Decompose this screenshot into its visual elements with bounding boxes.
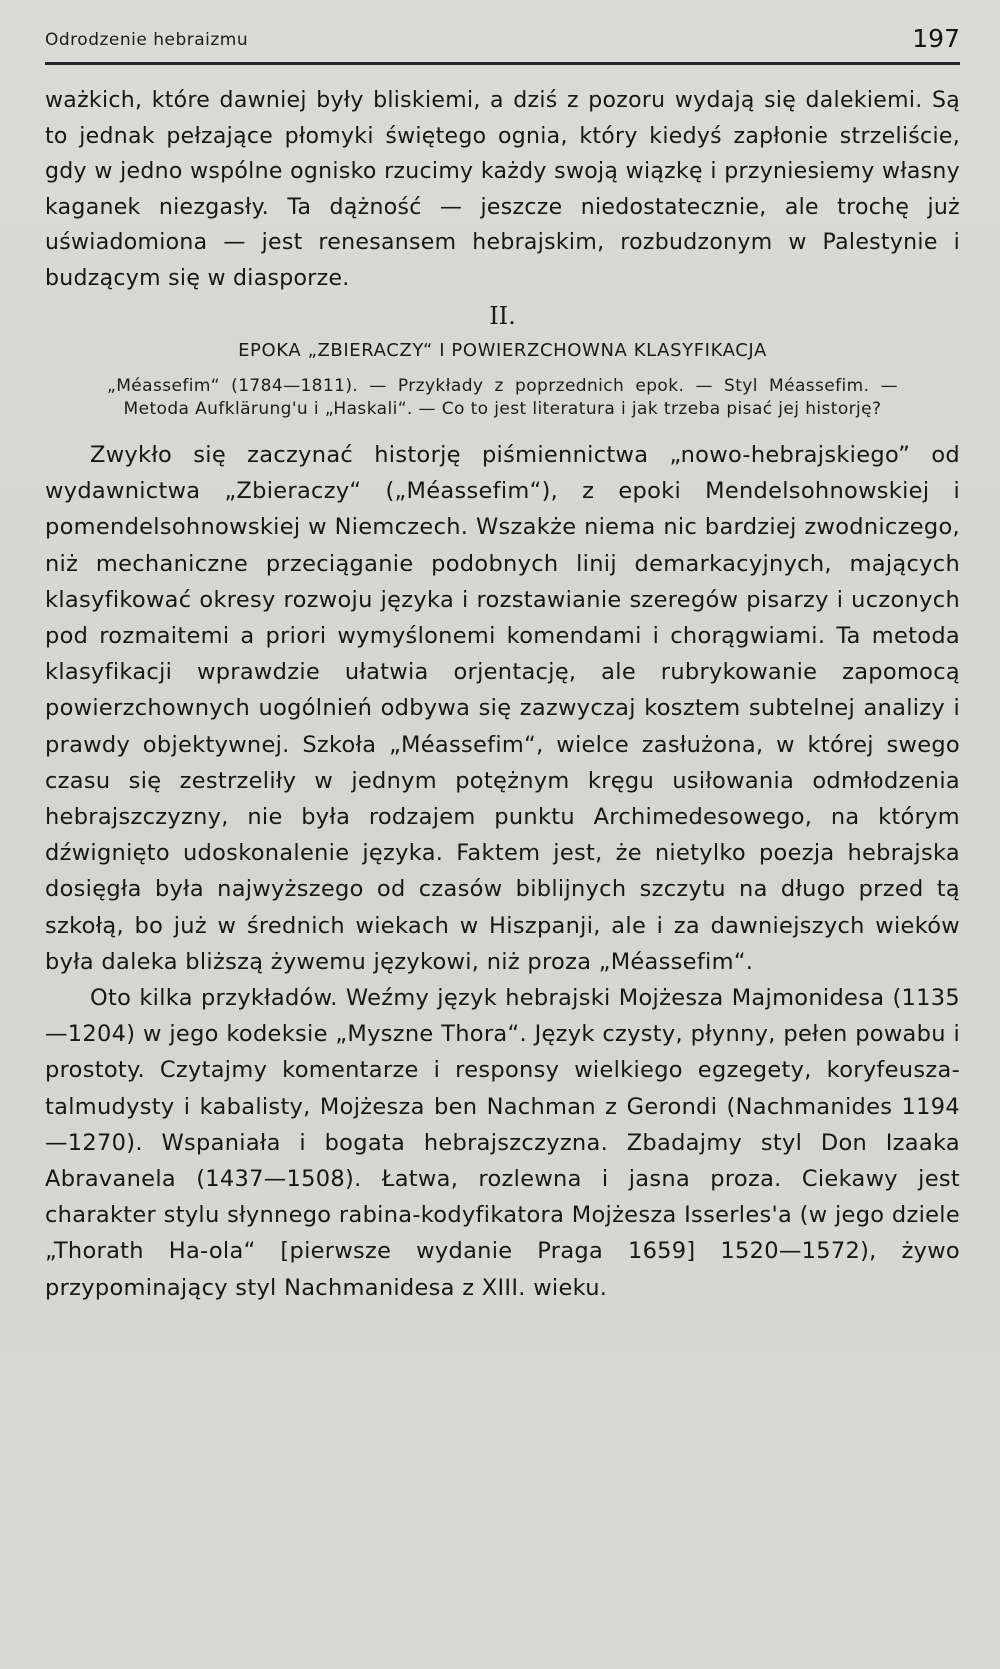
page-number: 197 [912,24,960,53]
intro-paragraph: ważkich, które dawniej były bliskiemi, a dziś z pozoru wydają się dalekiemi. Są to jednak pełzające płomyki świętego ognia, który kiedyś zapłonie strzeliście, gdy w jedno wspólne ognisko rzucimy każdy swoją wiązkę i przyniesiemy własny kaganek niezgasły. Ta dążność — jeszcze niedostatecznie, ale trochę już uświadomiona — jest renesansem hebrajskim, rozbudzonym w Palestynie i budzącym się w diasporze. [45,88,960,291]
body-paragraph-2: Oto kilka przykładów. Weźmy język hebrajski Mojżesza Majmonidesa (1135—1204) w jego kodeksie „Myszne Thora“. Język czysty, płynny, pełen powabu i prostoty. Czytajmy komentarze i responsy wielkiego egzegety, koryfeusza-talmudysty i kabalisty, Mojżesza ben Nachman z Gerondi (Nachmanides 1194—1270). Wspaniała i bogata hebrajszczyzna. Zbadajmy styl Don Izaaka Abravanela (1437—1508). Łatwa, rozlewna i jasna proza. Ciekawy jest charakter stylu słynnego rabina-kodyfikatora Mojżesza Isserles'a (w jego dziele „Thorath Ha-ola“ [pierwsze wydanie Praga 1659] 1520—1572), żywo przypominający styl Nachmanidesa z XIII. wieku. [45,985,960,1301]
section-title: EPOKA „ZBIERACZY“ I POWIERZCHOWNA KLASYFIKACJA [238,340,767,361]
section-number: II. [489,302,516,330]
section-summary: „Méassefim“ (1784—1811). — Przykłady z poprzednich epok. — Styl Méassefim. — Metoda Aufklärung'u i „Haskali“. — Co to jest literatura i jak trzeba pisać jej historję? [107,376,898,419]
header-rule [45,62,960,65]
body-text [45,437,960,1306]
page-header [45,22,960,58]
body-paragraph-1: Zwykło się zaczynać historję piśmiennictwa „nowo-hebrajskiego” od wydawnictwa „Zbieraczy“ („Méassefim“), z epoki Mendelsohnowskiej i pomendelsohnowskiej w Niemczech. Wszakże niema nic bardziej zwodniczego, niż mechaniczne przeciąganie podobnych linij demarkacyjnych, mających klasyfikować okresy rozwoju języka i rozstawianie szeregów pisarzy i uczonych pod rozmaitemi a priori wymyślonemi komendami i chorągwiami. Ta metoda klasyfikacji wprawdzie ułatwia orjentację, ale rubrykowanie zapomocą powierzchownych uogólnień odbywa się zazwyczaj kosztem subtelnej analizy i prawdy objektywnej. Szkoła „Méassefim“, wielce zasłużona, w której swego czasu się zestrzeliły w jednym potężnym kręgu usiłowania odmłodzenia hebrajszczyzny, nie była rodzajem punktu Archimedesowego, na którym dźwignięto udoskonalenie języka. Faktem jest, że nietylko poezja hebrajska dosięgła była najwyższego od czasów biblijnych szczytu na długo przed tą szkołą, bo już w średnich wiekach w Hiszpanji, ale i za dawniejszych wieków była daleka bliższą żywemu językowi, niż proza „Méassefim“. [45,442,960,975]
running-head: Odrodzenie hebraizmu [45,30,249,50]
